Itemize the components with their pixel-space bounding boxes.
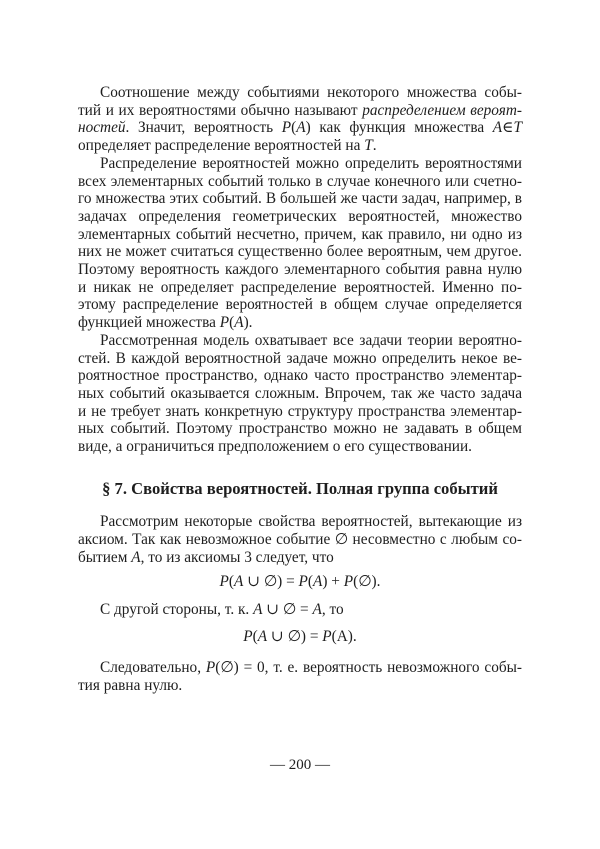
text-segment: тий и их вероятностями обычно называют	[78, 101, 363, 119]
text-segment: ∪ ∅ =	[262, 601, 313, 618]
italic-text: A	[234, 314, 244, 332]
text-segment: и никак не определяет распределение вероятностей. Именно по-	[78, 278, 522, 296]
text-line	[78, 102, 522, 120]
text-line	[78, 243, 522, 261]
text-segment: ∪ ∅) =	[267, 628, 323, 645]
italic-text: распределением вероят-	[362, 101, 522, 119]
text-line	[100, 84, 522, 102]
text-segment: ).	[243, 314, 253, 332]
text-segment: (∅) = 0, т. е. вероятность невозможного собы-	[215, 659, 522, 676]
text-line	[78, 549, 522, 567]
text-segment: ∪ ∅) =	[243, 573, 299, 590]
text-segment: аксиом. Так как невозможное событие ∅ несовместно с любым со-	[78, 531, 522, 548]
text-segment: и не требует знать конкретную структуру пространства элементар-	[78, 402, 522, 420]
italic-text: T	[513, 119, 522, 137]
text-segment: (	[291, 119, 297, 137]
text-line	[78, 420, 522, 438]
text-segment: (	[229, 314, 235, 332]
text-line	[78, 385, 522, 403]
italic-text: A	[253, 601, 263, 618]
text-segment: Рассмотрим некоторые свойства вероятностей, вытекающие из	[100, 513, 522, 530]
text-line	[78, 137, 522, 155]
text-segment: Рассмотренная модель охватывает все задачи теории вероятно-	[100, 331, 522, 349]
italic-text: A	[313, 573, 323, 590]
text-segment: (∅).	[353, 573, 381, 590]
italic-text: P	[281, 119, 292, 137]
text-segment: ных событий. Поэтому пространство можно не задавать в общем	[78, 420, 522, 438]
italic-text: P	[205, 659, 216, 676]
text-line	[78, 208, 522, 226]
text-segment: ∈	[502, 119, 514, 137]
text-line	[100, 659, 522, 677]
italic-text: A	[257, 628, 268, 645]
text-segment: (	[307, 573, 314, 590]
text-segment: , то из аксиомы 3 следует, что	[140, 549, 334, 566]
text-segment: го множества этих событий. В большей же части задач, например, в	[78, 190, 522, 208]
text-segment: роятностное пространство, однако часто пространство элементар-	[78, 367, 522, 385]
text-line	[78, 573, 522, 591]
text-segment: виде, а ограничиться предположением о его существовании.	[78, 438, 472, 455]
text-segment: ных событий оказывается сложным. Впрочем, так же часто задача	[78, 384, 522, 402]
text-line	[78, 531, 522, 549]
text-segment: . Значит, вероятность	[125, 119, 282, 137]
text-line	[100, 601, 522, 619]
text-segment: Следовательно,	[100, 659, 206, 676]
text-segment: (	[228, 573, 235, 590]
text-line	[78, 628, 522, 646]
italic-text: T	[364, 137, 373, 155]
text-segment: них не может считаться существенно более вероятным, чем другое.	[78, 243, 522, 261]
text-line	[100, 332, 522, 350]
text-line	[100, 513, 522, 531]
italic-text: P	[243, 628, 253, 645]
text-line	[78, 438, 522, 456]
text-segment: определяет распределение вероятностей на	[78, 137, 365, 155]
text-segment: , то	[321, 601, 344, 618]
italic-text: P	[219, 314, 230, 332]
italic-text: A	[312, 601, 322, 618]
text-segment: Поэтому вероятность каждого элементарного события равна нулю	[78, 261, 522, 278]
text-segment: всех элементарных событий только в случае конечного или счетно-	[78, 172, 522, 190]
italic-text: A	[492, 119, 503, 137]
text-line	[78, 226, 522, 244]
text-line	[78, 279, 522, 297]
text-segment: элементарных событий несчетно, причем, как правило, ни одно из	[78, 225, 522, 243]
text-segment: С другой стороны, т. к.	[100, 601, 254, 618]
italic-text: A	[296, 119, 306, 137]
text-line	[78, 296, 522, 314]
text-segment: бытием	[78, 549, 132, 566]
text-segment: этому распределение вероятностей в общем случае определяется	[78, 296, 522, 314]
text-segment: .	[372, 137, 377, 155]
text-segment: тия равна нулю.	[78, 677, 183, 694]
text-line	[78, 190, 522, 208]
page-number: — 200 —	[270, 757, 330, 773]
text-line	[78, 261, 522, 279]
italic-text: ностей	[78, 119, 126, 137]
text-segment: Распределение вероятностей можно определить вероятностями	[100, 154, 522, 172]
text-segment: (	[252, 628, 258, 645]
text-line	[78, 677, 522, 695]
text-line	[78, 367, 522, 385]
italic-text: P	[298, 573, 308, 590]
text-segment: Соотношение между событиями некоторого множества собы-	[100, 84, 522, 101]
text-segment: задачах определения геометрических вероятностей, множество	[78, 207, 522, 225]
text-segment: ) как функция множества	[305, 119, 493, 137]
italic-text: A	[234, 573, 244, 590]
italic-text: A	[131, 549, 141, 566]
text-line	[78, 119, 522, 137]
text-segment: стей. В каждой вероятностной задаче можно определить некое ве-	[78, 349, 522, 367]
text-line	[100, 155, 522, 173]
text-segment: (A).	[331, 628, 357, 645]
text-line	[78, 314, 522, 332]
italic-text: P	[322, 628, 332, 645]
text-line	[78, 403, 522, 421]
text-segment: ) +	[322, 573, 344, 590]
section-heading: § 7. Свойства вероятностей. Полная группа событий	[102, 479, 498, 498]
text-segment: функцией множества	[78, 314, 220, 332]
italic-text: P	[219, 573, 229, 590]
text-line	[78, 350, 522, 368]
text-line	[78, 173, 522, 191]
italic-text: P	[343, 573, 354, 590]
